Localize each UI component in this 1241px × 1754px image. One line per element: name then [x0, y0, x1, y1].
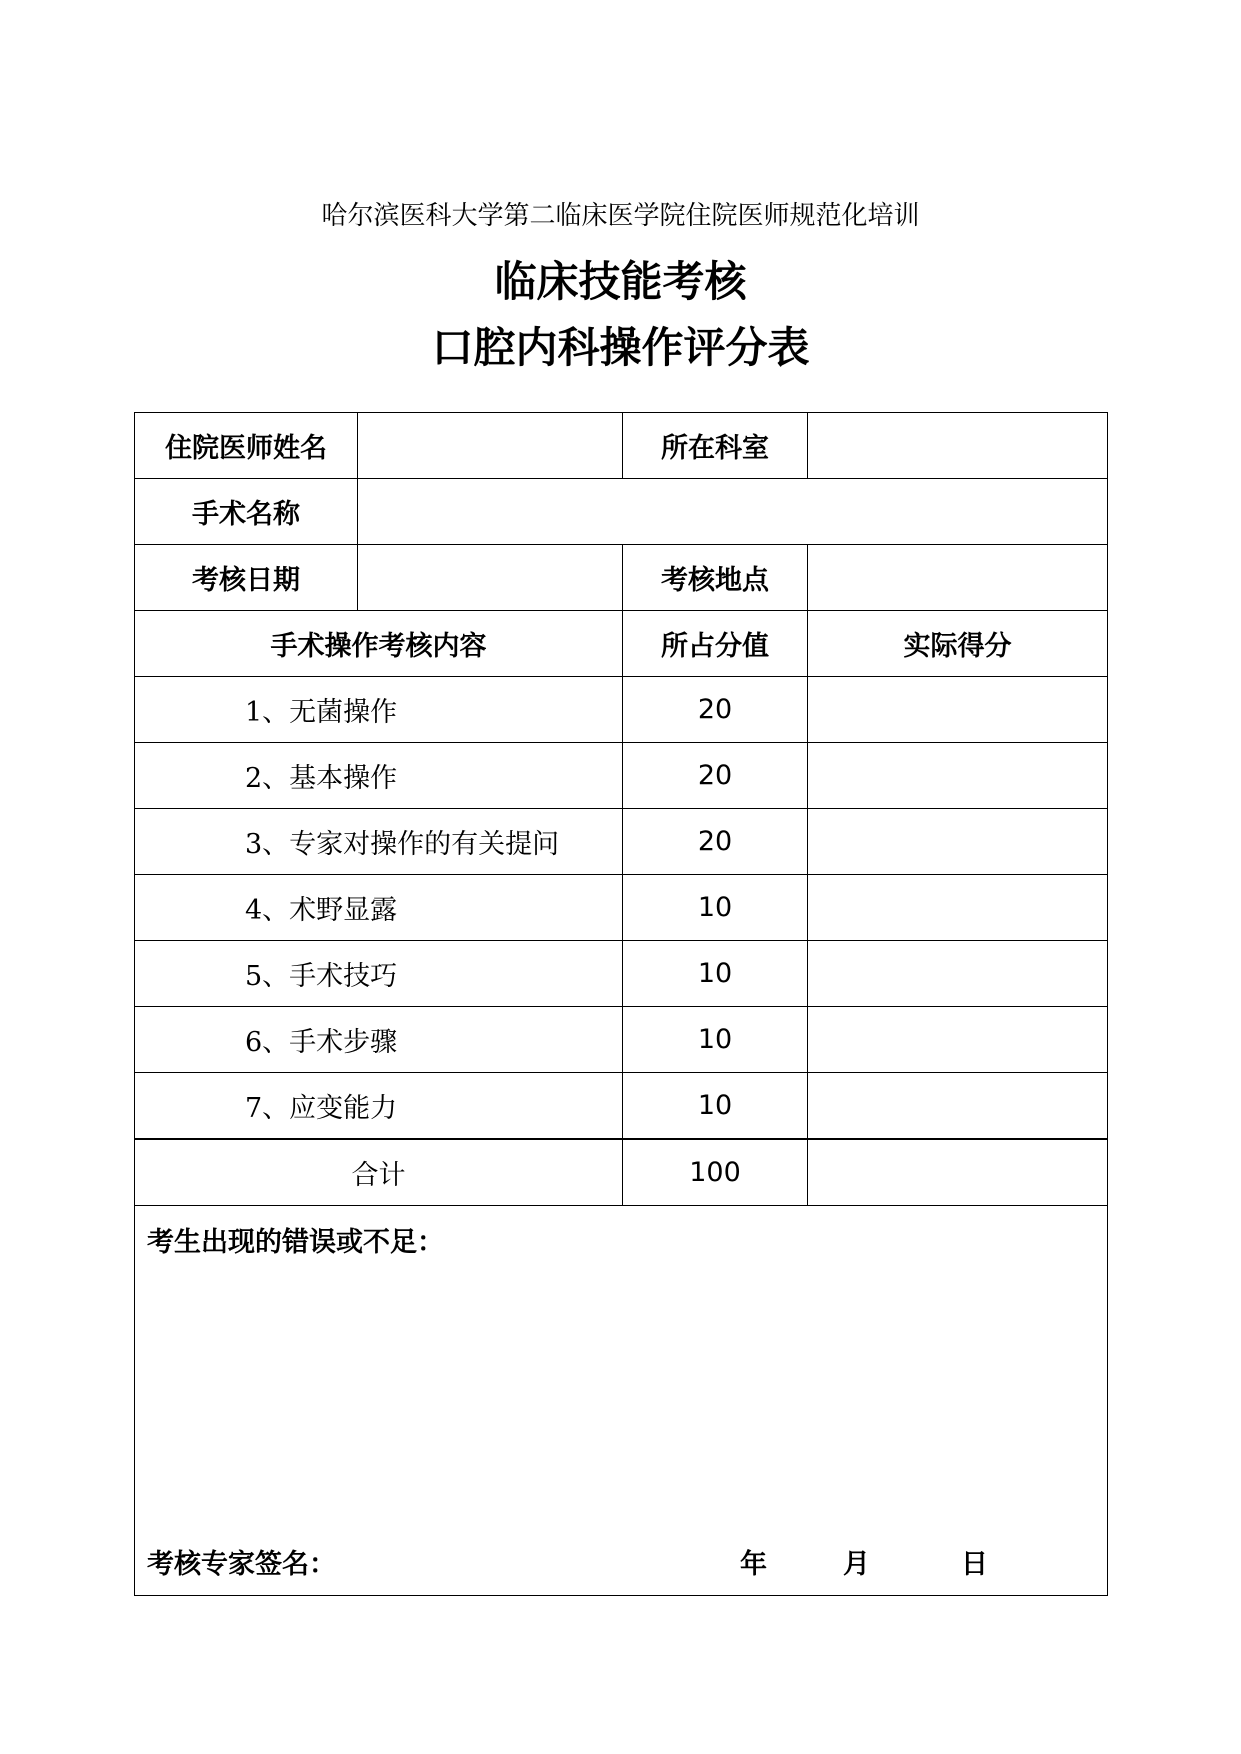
resident-name-field[interactable] — [358, 413, 623, 479]
score-item-label: 4、术野显露 — [135, 875, 623, 941]
errors-label: 考生出现的错误或不足： — [147, 1227, 444, 1258]
column-header-content: 手术操作考核内容 — [135, 611, 623, 677]
score-item-actual[interactable] — [808, 809, 1108, 875]
score-row — [135, 941, 1108, 1007]
department-label: 所在科室 — [623, 413, 808, 479]
score-item-points: 10 — [623, 875, 808, 941]
examiner-signature-label: 考核专家签名： — [147, 1549, 336, 1580]
score-item-points: 20 — [623, 809, 808, 875]
operation-name-label: 手术名称 — [135, 479, 358, 545]
score-row — [135, 875, 1108, 941]
score-item-label: 2、基本操作 — [135, 743, 623, 809]
score-item-actual[interactable] — [808, 941, 1108, 1007]
department-field[interactable] — [808, 413, 1108, 479]
total-points: 100 — [623, 1139, 808, 1206]
exam-location-field[interactable] — [808, 545, 1108, 611]
total-score-field[interactable] — [808, 1139, 1108, 1206]
score-row — [135, 743, 1108, 809]
month-label: 月 — [843, 1549, 870, 1580]
score-row — [135, 809, 1108, 875]
day-label: 日 — [961, 1549, 988, 1580]
score-item-points: 20 — [623, 677, 808, 743]
operation-name-field[interactable] — [358, 479, 1108, 545]
score-item-points: 10 — [623, 941, 808, 1007]
score-item-actual[interactable] — [808, 1073, 1108, 1140]
exam-date-field[interactable] — [358, 545, 623, 611]
score-item-label: 5、手术技巧 — [135, 941, 623, 1007]
form-title-line1: 临床技能考核 — [494, 257, 747, 306]
evaluation-form-table — [134, 412, 1108, 1596]
year-label: 年 — [740, 1549, 767, 1580]
exam-info-row — [135, 545, 1108, 611]
score-item-points: 20 — [623, 743, 808, 809]
score-item-actual[interactable] — [808, 677, 1108, 743]
form-title-line2: 口腔内科操作评分表 — [431, 323, 810, 372]
resident-name-label: 住院医师姓名 — [135, 413, 358, 479]
score-item-label: 7、应变能力 — [135, 1073, 623, 1140]
scoring-header-row — [135, 611, 1108, 677]
total-label: 合计 — [135, 1139, 623, 1206]
institution-subtitle: 哈尔滨医科大学第二临床医学院住院医师规范化培训 — [321, 201, 920, 231]
resident-info-row — [135, 413, 1108, 479]
score-row — [135, 677, 1108, 743]
score-row — [135, 1007, 1108, 1073]
score-item-label: 6、手术步骤 — [135, 1007, 623, 1073]
column-header-points: 所占分值 — [623, 611, 808, 677]
exam-location-label: 考核地点 — [623, 545, 808, 611]
total-row — [135, 1139, 1108, 1206]
score-item-points: 10 — [623, 1007, 808, 1073]
score-item-actual[interactable] — [808, 875, 1108, 941]
score-item-label: 1、无菌操作 — [135, 677, 623, 743]
column-header-score: 实际得分 — [808, 611, 1108, 677]
comments-row — [135, 1206, 1108, 1596]
operation-name-row — [135, 479, 1108, 545]
score-row — [135, 1073, 1108, 1140]
errors-and-signature-cell[interactable] — [135, 1206, 1108, 1596]
exam-date-label: 考核日期 — [135, 545, 358, 611]
score-item-label: 3、专家对操作的有关提问 — [135, 809, 623, 875]
score-item-actual[interactable] — [808, 1007, 1108, 1073]
score-item-points: 10 — [623, 1073, 808, 1140]
score-item-actual[interactable] — [808, 743, 1108, 809]
